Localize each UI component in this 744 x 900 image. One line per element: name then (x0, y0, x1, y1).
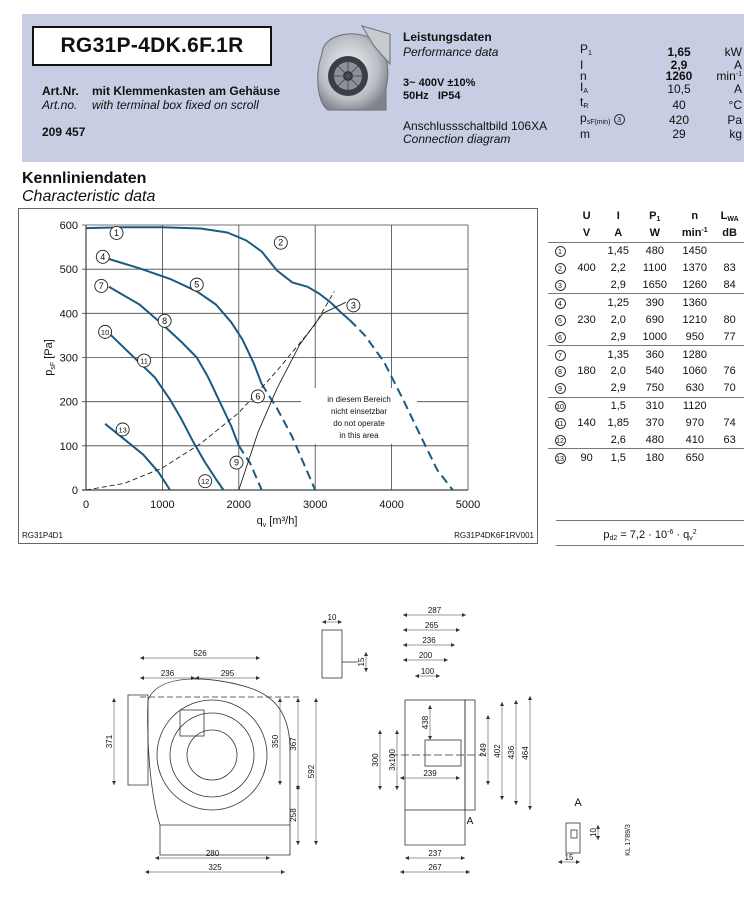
char-cell: 76 (723, 365, 736, 378)
perf-unit: A (733, 82, 742, 97)
perf-value: 29 (672, 126, 686, 141)
dim-267: 267 (428, 863, 442, 872)
curve-marker: 12 (555, 435, 566, 446)
char-cell: 83 (723, 262, 736, 275)
dim-bracket-10: 10 (327, 613, 337, 622)
dim-bracket-15: 15 (357, 657, 366, 667)
art-nr-label-de: Art.Nr. (42, 84, 79, 98)
curve-marker: 3 (555, 280, 566, 291)
curve-number (548, 328, 572, 345)
y-tick-label: 100 (59, 440, 78, 453)
char-row (548, 415, 744, 432)
char-cell (715, 449, 744, 466)
char-cell: 1210 (682, 313, 707, 326)
perf-value: 1,65 (667, 44, 691, 59)
char-cell: 410 (685, 434, 704, 447)
characteristic-chart (18, 208, 538, 546)
curve-number (548, 260, 572, 277)
char-row (548, 277, 744, 294)
char-cell: 310 (635, 397, 674, 414)
char-cell: 77 (723, 330, 736, 343)
curve-label-text: 3 (350, 300, 356, 311)
perf-symbol: $p_{sF(min)}$ 3 (580, 113, 650, 129)
curve-7 (109, 287, 239, 446)
curve-label-2 (274, 236, 287, 249)
curve-duct (86, 291, 334, 490)
detail-a (566, 797, 632, 856)
curve-label-1 (110, 226, 123, 239)
curve-8-9-dashed (239, 446, 262, 490)
scroll-housing (148, 679, 290, 825)
dim-detail-10: 10 (589, 828, 598, 837)
dim-287: 287 (427, 606, 442, 615)
perf-unit: $\min^{-1}$ (716, 69, 742, 84)
char-cell: 2,9 (610, 279, 626, 291)
dim-200: 200 (418, 651, 433, 660)
dim-402: 402 (493, 744, 502, 758)
char-cell (572, 294, 601, 311)
char-row (548, 380, 744, 397)
curve-label-4 (96, 250, 109, 263)
char-cell (572, 397, 601, 414)
dim-236: 236 (160, 669, 175, 678)
curve-marker: 9 (555, 383, 566, 394)
char-cell: 1000 (642, 330, 667, 343)
model-title: RG31P-4DK.6F.1R (32, 26, 272, 66)
inlet-flange (128, 695, 148, 785)
dim-265: 265 (424, 621, 439, 630)
char-cell: 1650 (642, 279, 667, 291)
char-row (548, 242, 744, 259)
perf-unit: A (733, 57, 742, 72)
char-cell: 400 (577, 262, 596, 275)
char-cell: 480 (635, 242, 674, 259)
y-tick-label: 600 (59, 220, 78, 232)
x-tick-label: 2000 (226, 499, 252, 511)
annotation-line: in this area (339, 431, 379, 440)
side-motor (425, 740, 461, 766)
curve-marker: 2 (555, 263, 566, 274)
char-cell: 180 (577, 365, 596, 378)
perf-row (580, 82, 742, 98)
char-cell: 690 (645, 313, 664, 326)
curve-number (548, 432, 572, 449)
unit-lwa: dB (722, 227, 737, 240)
x-tick-label: 3000 (302, 499, 328, 511)
perf-unit: Pa (727, 113, 742, 128)
char-row (548, 294, 744, 311)
perf-value: 10,5 (667, 82, 691, 97)
char-cell: 140 (577, 417, 596, 430)
dim-detail-15: 15 (564, 853, 574, 862)
art-no-label-en: Art.no. (42, 98, 78, 112)
perf-symbol: I (580, 57, 584, 72)
perf-row (580, 70, 742, 82)
dim-592: 592 (307, 764, 316, 779)
char-cell (715, 242, 744, 259)
curve-marker: 11 (555, 418, 566, 429)
perf-value: 420 (668, 113, 690, 128)
char-cell (715, 397, 744, 414)
char-cell: 70 (723, 382, 736, 395)
perf-row (580, 97, 742, 113)
frequency-ip-spec: 50Hz IP54 (403, 90, 461, 102)
char-cell: 1,25 (601, 294, 635, 311)
bracket-detail-top (322, 630, 358, 678)
perf-row (580, 129, 742, 140)
char-cell: 360 (635, 346, 674, 363)
x-axis-label (257, 515, 298, 529)
char-cell: 630 (685, 382, 704, 395)
bracket-plate (322, 630, 342, 678)
chart-footer-left: RG31P4D1 (22, 531, 63, 540)
perf-symbol: $P_1$ (580, 42, 592, 57)
curve-number (548, 242, 572, 259)
curve-label-text: 7 (98, 280, 104, 291)
perf-symbol: n (580, 68, 587, 83)
curve-number (548, 277, 572, 294)
y-tick-label: 300 (59, 352, 78, 365)
unit-n: $\min^{-1}$ (681, 227, 708, 240)
curve-marker: 5 (555, 315, 566, 326)
dim-464: 464 (521, 746, 530, 760)
char-cell: 370 (645, 417, 664, 430)
y-axis-label (43, 339, 57, 376)
terminal-box (180, 710, 204, 736)
fan-product-image (304, 24, 394, 116)
connection-diagram-de: Anschlussschaltbild 106XA (403, 119, 548, 133)
perf-value: 40 (672, 97, 686, 112)
x-axis-label-sub: v (262, 522, 267, 529)
perf-value: 1260 (665, 68, 693, 83)
perf-symbol: $t_R$ (580, 95, 589, 111)
characteristic-table-wrap (548, 208, 744, 466)
char-cell (572, 242, 601, 259)
curve-10 (109, 333, 224, 490)
unit-u: V (582, 227, 591, 240)
curve-label-text: 9 (234, 457, 240, 468)
col-p1: $P_1$ (649, 209, 661, 223)
char-cell: 230 (577, 313, 596, 326)
dim-100: 100 (420, 667, 435, 676)
char-cell: 1060 (682, 365, 707, 378)
char-row (548, 432, 744, 449)
curve-number (548, 449, 572, 466)
curve-label-7 (95, 279, 108, 292)
perf-unit: kW (724, 44, 742, 59)
char-cell: 480 (645, 434, 664, 447)
char-cell: 950 (685, 330, 704, 343)
section-subtitle: Characteristic data (22, 188, 156, 205)
annotation-line: in diesem Bereich (327, 395, 391, 404)
char-cell: 180 (635, 449, 674, 466)
view-arrow-label: A (466, 816, 474, 827)
char-cell: 1260 (682, 279, 707, 291)
char-cell: 540 (645, 365, 664, 378)
hub-ring (187, 730, 237, 780)
char-cell: 2,6 (610, 434, 626, 447)
char-cell: 2,9 (610, 330, 626, 343)
x-tick-label: 5000 (455, 499, 481, 511)
detail-a-slot (571, 830, 577, 838)
char-cell: 1,35 (601, 346, 635, 363)
curve-label-10 (99, 325, 112, 338)
dim-367: 367 (289, 737, 298, 751)
char-row (548, 397, 744, 414)
char-cell: 80 (723, 313, 736, 326)
char-cell: 2,0 (610, 313, 626, 326)
perf-unit: °C (728, 97, 742, 112)
x-axis-label-unit: [m³/h] (266, 515, 298, 527)
curve-label-8 (158, 314, 171, 327)
char-row (548, 449, 744, 466)
curve-13 (105, 424, 170, 490)
y-tick-label: 200 (59, 396, 78, 409)
art-no-text-en: with terminal box fixed on scroll (92, 98, 259, 112)
curve-label-5 (190, 278, 203, 291)
curve-number (548, 311, 572, 328)
curve-label-text: 5 (194, 279, 200, 290)
dim-249: 249 (479, 743, 488, 757)
col-no (548, 208, 572, 225)
perf-unit: kg (729, 126, 742, 141)
dim-436: 436 (507, 745, 516, 760)
detail-a-label: A (574, 797, 582, 809)
curve-label-text: 1 (114, 227, 120, 238)
char-cell: 390 (635, 294, 674, 311)
char-row (548, 311, 744, 328)
char-row (548, 346, 744, 363)
char-cell (572, 328, 601, 345)
curve-number (548, 294, 572, 311)
char-cell: 74 (723, 417, 736, 430)
perf-row (580, 44, 742, 60)
curve-label-text: 11 (140, 356, 148, 366)
col-i: I (616, 210, 620, 223)
dim-3x100: 3x100 (388, 749, 397, 771)
perf-value: 2,9 (670, 57, 688, 72)
perf-row (580, 113, 742, 129)
y-tick-label: 0 (71, 485, 78, 497)
curve-marker: 13 (555, 453, 566, 464)
char-cell (572, 432, 601, 449)
char-cell: 750 (645, 382, 664, 395)
curve-label-text: 2 (278, 237, 284, 248)
dim-371: 371 (105, 734, 114, 749)
dim-280: 280 (205, 849, 220, 858)
dim-350: 350 (271, 734, 280, 749)
char-cell: 2,2 (610, 262, 626, 275)
char-cell: 90 (572, 449, 601, 466)
y-tick-label: 500 (59, 264, 78, 277)
col-u: U (582, 210, 591, 223)
characteristic-table (548, 208, 744, 466)
dim-300: 300 (371, 753, 380, 767)
dim-236s: 236 (422, 636, 436, 645)
char-cell: 650 (674, 449, 715, 466)
dim-325: 325 (208, 863, 222, 872)
unit-i: A (614, 227, 623, 240)
char-row (548, 260, 744, 277)
char-cell: 63 (723, 434, 736, 447)
housing-ring (157, 700, 267, 810)
mounting-foot (160, 825, 290, 855)
x-tick-label: 0 (82, 499, 90, 511)
curve-number (548, 363, 572, 380)
curve-number (548, 380, 572, 397)
curve-marker: 4 (555, 298, 566, 309)
y-axis-label-sub: sF (50, 361, 57, 370)
col-lwa: $L_{WA}$ (720, 209, 739, 223)
y-axis-label-text: p (43, 369, 55, 376)
char-row (548, 328, 744, 345)
curve-number (548, 346, 572, 363)
char-cell (715, 346, 744, 363)
curve-label-13 (116, 423, 129, 436)
unit-p1: W (649, 227, 660, 240)
curve-label-11 (138, 354, 151, 367)
curve-marker: 10 (555, 401, 566, 412)
char-cell (572, 380, 601, 397)
section-title: Kennliniendaten (22, 170, 147, 187)
dim-237: 237 (428, 849, 442, 858)
x-axis-label-text: q (256, 515, 263, 527)
char-cell: 1370 (682, 262, 707, 275)
curve-label-text: 12 (201, 477, 210, 487)
col-n: n (691, 210, 699, 223)
side-foot (405, 810, 465, 845)
char-cell (715, 294, 744, 311)
inlet-ring (170, 713, 254, 797)
char-cell: 1360 (674, 294, 715, 311)
char-cell: 1,5 (601, 449, 635, 466)
char-cell: 1,45 (601, 242, 635, 259)
curve-label-text: 10 (100, 327, 110, 337)
voltage-spec: 3~ 400V ±10% (403, 77, 476, 89)
curve-number (548, 415, 572, 432)
char-cell: 84 (723, 279, 736, 291)
char-cell: 1,85 (607, 417, 629, 430)
char-cell: 1100 (642, 262, 667, 275)
unit-no (548, 225, 572, 242)
curve-label-text: 4 (100, 251, 106, 262)
char-cell (572, 277, 601, 294)
dim-239: 239 (423, 769, 437, 778)
perf-title-de: Leistungsdaten (403, 30, 492, 44)
chart-footer-right: RG31P4DK6F1RV001 (454, 531, 534, 540)
do-not-operate-annotation (301, 388, 417, 444)
curve-label-3 (347, 299, 360, 312)
char-cell (572, 346, 601, 363)
connection-diagram-en: Connection diagram (403, 132, 511, 146)
dim-295: 295 (220, 669, 235, 678)
dimension-drawing (100, 600, 640, 890)
curve-label-text: 6 (255, 391, 261, 402)
x-tick-label: 4000 (379, 499, 404, 511)
annotation-line: nicht einsetzbar (330, 407, 388, 416)
char-cell: 1120 (674, 397, 715, 414)
char-cell: 1450 (674, 242, 715, 259)
pressure-formula: $p_{d2} = 7,2 \cdot 10^{-6} \cdot q_v^2$ (556, 520, 744, 546)
y-tick-label: 400 (59, 308, 78, 321)
curve-label-9 (230, 456, 243, 469)
char-cell: 2,0 (610, 365, 626, 378)
curve-label-12 (199, 475, 212, 488)
article-number: 209 457 (42, 125, 86, 139)
char-cell: 1280 (674, 346, 715, 363)
x-tick-label: 1000 (150, 499, 175, 511)
char-cell: 970 (685, 417, 704, 430)
performance-table (580, 44, 742, 139)
dim-258: 258 (289, 808, 298, 822)
dim-526: 526 (193, 649, 207, 658)
perf-title-en: Performance data (403, 45, 499, 59)
front-view (128, 679, 300, 855)
y-axis-label-unit: [Pa] (43, 339, 55, 362)
curve-label-text: 8 (162, 315, 168, 326)
drawing-code: KL 1789/3 (625, 824, 632, 856)
char-row (548, 363, 744, 380)
char-cell: 2,9 (610, 382, 626, 395)
perf-symbol: m (580, 126, 590, 141)
curve-marker: 6 (555, 332, 566, 343)
curve-marker: 8 (555, 366, 566, 377)
annotation-line: do not operate (333, 419, 385, 428)
curve-marker: 7 (555, 350, 566, 361)
dim-438: 438 (421, 715, 430, 730)
art-nr-text-de: mit Klemmenkasten am Gehäuse (92, 84, 281, 98)
char-cell: 1,5 (601, 397, 635, 414)
curve-marker: 1 (555, 246, 566, 257)
curve-1 (86, 227, 331, 302)
perf-symbol: $I_A$ (580, 79, 589, 95)
curve-label-6 (251, 390, 264, 403)
curve-label-text: 13 (118, 425, 127, 435)
curve-number (548, 397, 572, 414)
